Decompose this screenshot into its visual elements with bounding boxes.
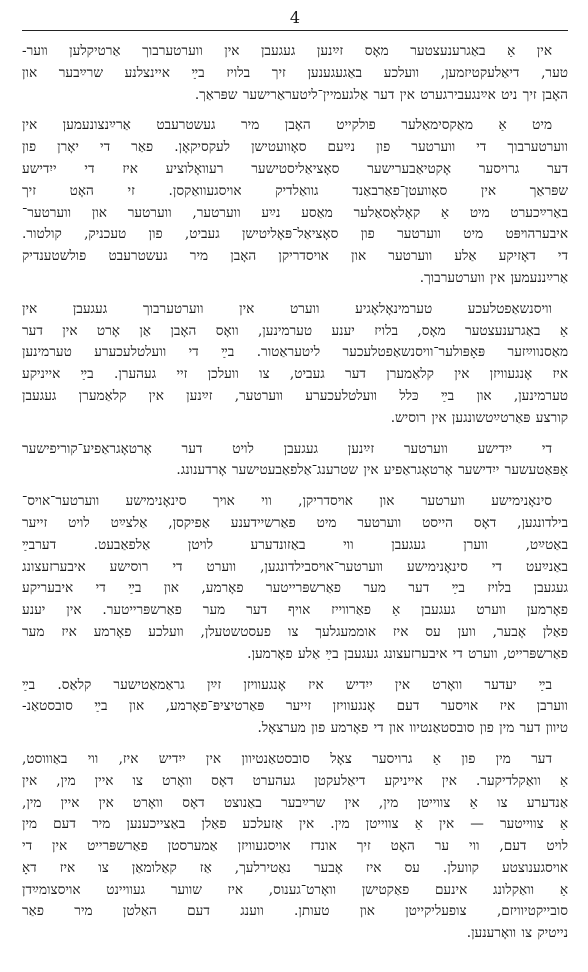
text-line: מיט אַ מאַקסימאַלער פולקייט האָבן מיר געשטרעבט אַרײַנצונעמען אין	[22, 117, 552, 134]
text-line: אַרײַננעמען אין ווערטערבוך.	[419, 269, 568, 286]
text-line: די דאָזיקע אַלע ווערטער און אויסדריקן האָבן מיר געשטרעבט פולשטענדיק	[22, 248, 568, 265]
text-line: טיוון דער מין פון סובסטאַנטיוו און די פאָרמע פון מערצאָל.	[257, 720, 568, 737]
paragraph	[22, 491, 568, 665]
paragraph	[22, 675, 568, 740]
text-line: באַטײַט, ווערן געגעבן ווי באַזונדערע לויטן אַלפאַבעט. דערבײַ	[22, 536, 568, 553]
text-line: לויט דעם, ווי ער האָט זיך אונדז אויסגעוויזן אַמערסטן פאַרשפּרייט אין די	[22, 838, 568, 855]
text-line: קורצע פּאַרטײַטשונגען אין רוסיש.	[390, 409, 568, 426]
text-line: נייטיק צו וואָרענען.	[466, 925, 568, 942]
text-line: איז אָנגעוויזן אין קלאַמערן דער געביט, צו וועלכן זיי געהערן. בײַ אייניקע	[22, 366, 568, 383]
paragraph	[22, 41, 568, 106]
text-line: אַפּאַטעשער ייִדישער אָרטאָגראַפיע אין שטרענג־אַלפאַבעטישער אָרדענונג.	[176, 462, 568, 479]
text-line: אַ צווייטער — אין אַ צווייטן מין. אין אַזעלכע פאַלן באַצייכענען מיר דעם מין	[22, 816, 568, 833]
text-line: באַרײַכערט מיט אַ קאָלאָסאַלער מאַסע נײַע ווערטער, ווערטער און ווערטער־	[22, 204, 568, 221]
text-line: די ייִדישע ווערטער זײַנען געגעבן לויט דער אָרטאָגראַפיע־קוריפישער	[22, 440, 552, 457]
text-line: אין אַ באַגרענעצטער מאָס זײַנען געגעבן אין ווערטערבוך אַרטיקלען װער-	[22, 43, 552, 59]
text-line: דער מין פון אַ גרויסער צאָל סובסטאַנטיוון אין ייִדיש איז, ווי באַוווסט,	[22, 750, 552, 767]
text-line: טערמינען, און בײַ כּלל װעלטלעכערע ווערטער, זײַנען אין קלאַמערן געגעבן	[22, 387, 568, 404]
text-line: טער, דיאַלעקטיזמען, וועלכע באַגעגענען זיך בלויז בײַ איינצלנע שרײַבער און	[22, 64, 568, 81]
paragraph	[22, 115, 568, 289]
text-line: ווערטערבוך די ווערטער פון נײַעם סאָוועטישן לעקסיקאָן. פאַר די יאָרן פון	[22, 139, 568, 156]
text-line: געגעבן בלויז בײַ דער מער פאַרשפּרייטער פאָרמע, און בײַ די איבעריקע	[22, 580, 568, 597]
paragraph	[22, 749, 568, 945]
text-line: באַנײַעט די סינאָנימישע ווערטער־אויסבילדונגען, ווערט די רוסישע איבערזעצונג	[22, 558, 568, 575]
header-rule	[22, 30, 568, 31]
document-body	[22, 41, 568, 945]
text-line: אויסגענוצטע קוועלן. עס איז אָבער נאַטירלעך, אַז קאַלומאַן צו איז דאָ	[22, 859, 568, 876]
text-line: פאַרשפּרייט, ווערט די איבערזעצונג געגעבן בײַ אַלע פאָרמען.	[247, 645, 568, 662]
text-line: האָבן זיך ניט אײַנגעבירגערט אין דער אַלגעמיין־ליטעראַרישער שפּראַך.	[194, 86, 568, 103]
text-line: סינאָנימישע ווערטער און אויסדריקן, ווי אויך סינאָנימישע ווערטער־אויס־	[22, 493, 552, 510]
paragraph	[22, 439, 568, 483]
paragraph	[22, 299, 568, 430]
text-line: דער גרויסער אָקטיאַבערישער סאָציאַליסטישער רעוואָלוציע איז די ייִדישע	[22, 160, 568, 177]
text-line: בײַ יעדער וואָרט אין ייִדיש איז אָנגעוויזן זײַן גראַמאַטישער קלאַס. בײַ	[22, 676, 552, 693]
text-line: מאַסנווײַזער פּאָפּולער־וויסנשאַפטלעכער ליטעראַטור. בײַ די וועלטלעכערע טערמינען	[22, 344, 568, 361]
text-line: שפּראַך אין סאָוועטן־פאַרבאַנד גוואַלדיק אויסגעוואַקסן. זי האָט זיך	[22, 182, 568, 199]
text-line: אַ וואַקלונג אינעם פאַקטישן וואָרט־גענוס, איז שווער געוויינט אויסצומײַדן	[22, 881, 568, 898]
page-number: 4	[289, 8, 301, 27]
text-line: פאָרמען ווערט געגעבן אַ פאַרווייז אויף דער מער פאַרשפּרייטער. אין יענע	[22, 602, 568, 619]
text-line: סובייקטיוויזם, צופעליקייטן און טעותן. ווענג דעם האַלטן מיר פאַר	[22, 903, 568, 920]
text-line: אַ וואַקלדיקער. אין אייניקע דיאַלעקטן געהערט דאָס וואָרט צו איין מין, אין	[22, 772, 568, 789]
text-line: בילדונגען, דאָס הייסט ווערטער מיט פאַרשיידענע אַפיקסן, אַלצײַט לויט זייער	[22, 514, 568, 531]
text-line: ווערבן איז אויסער דעם אָנגעוויזן זייער פּאַרטיציפּ־פאָרמע, און בײַ סובסטאַנ-	[22, 698, 568, 715]
text-line: אַנדערע צו אַ צווייטן מין, אין שרײַבער באַנוצט דאָס וואָרט אין איין מין,	[22, 794, 568, 811]
text-line: וויסנשאַפטלעכע טערמינאָלאָגיע ווערט אין ווערטערבוך געגעבן אין	[22, 300, 552, 317]
text-line: פאַלן אָבער, ווען עס איז אוממעגלעך צו פעסטשטעלן, וועלכע פאָרמע איז מער	[22, 623, 568, 640]
text-line: אַ באַגרענעצטער מאָס, בלויז יענע טערמינען, וואָס האָבן אַן אָרט אין דער	[22, 322, 568, 339]
text-line: איבערהױפּט מיט ווערטער פון סאָציאַל־פּאָליטישן געביט, פון טעכניק, קולטור.	[22, 226, 568, 243]
